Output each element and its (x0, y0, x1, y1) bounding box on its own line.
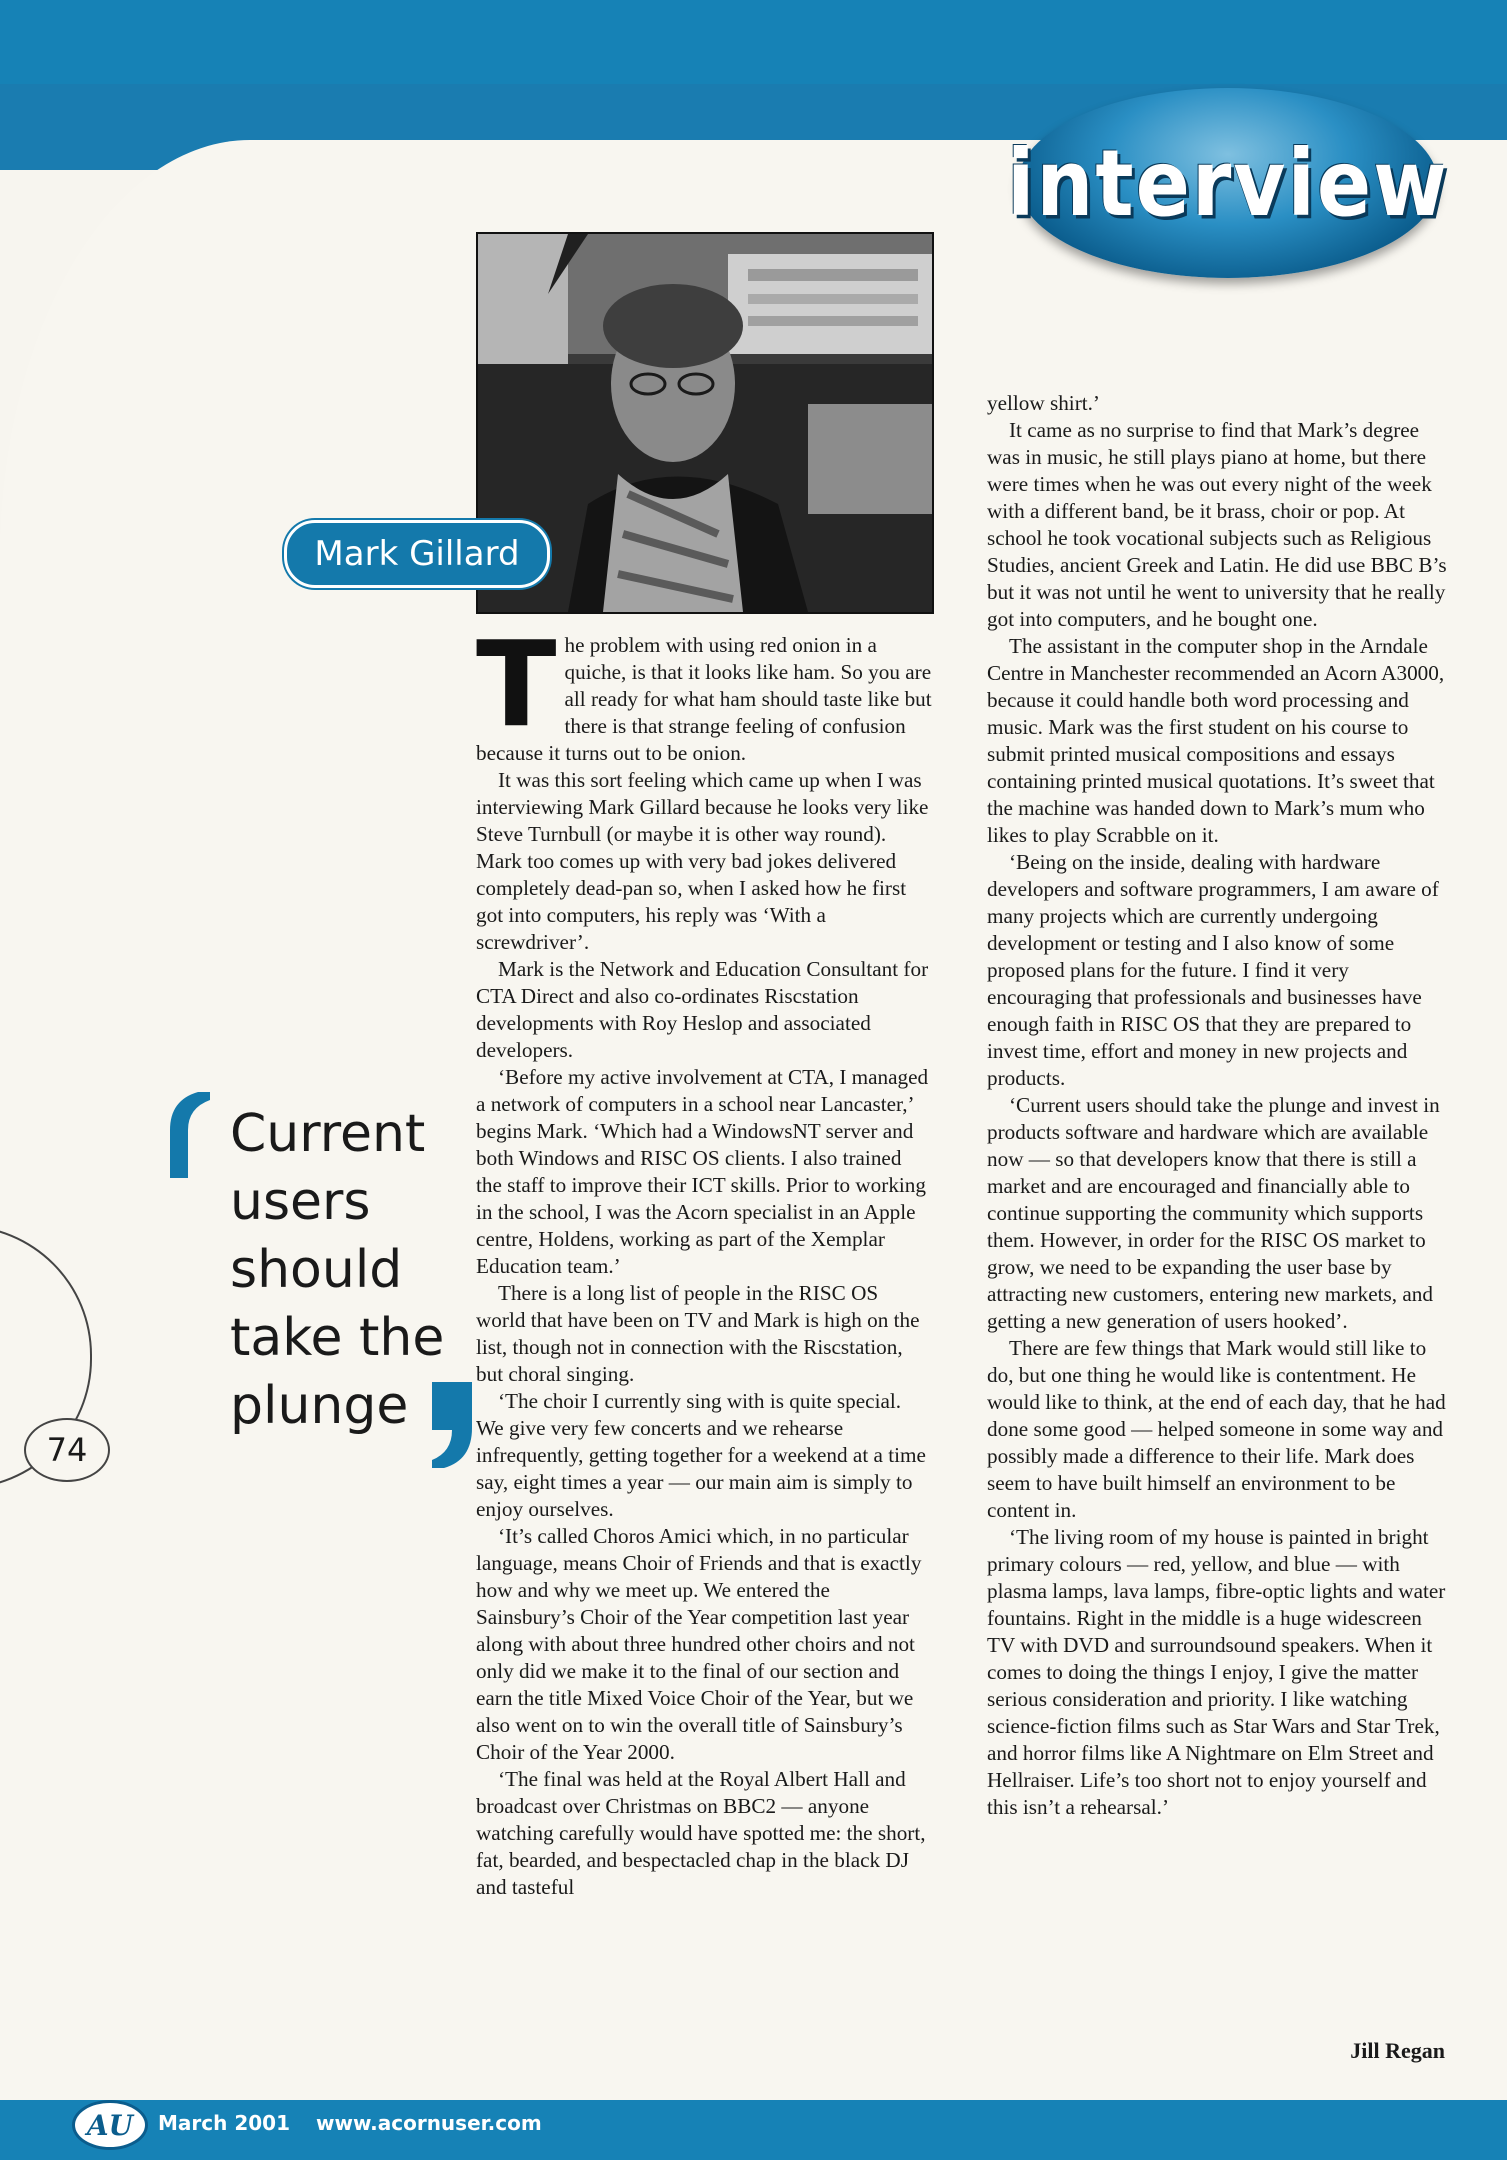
drop-cap: T (476, 615, 557, 753)
paragraph: The assistant in the computer shop in the Arndale Centre in Manchester recommended an Acorn A3000, because it could handle both word processing and music. Mark was the first student on his course to submit printed musical compositions and essays containing printed musical quotations. It’s sweet that the machine was handed down to Mark’s mum who likes to play Scrabble on it. (987, 634, 1445, 847)
photo-caption (284, 520, 550, 588)
paragraph: ‘Current users should take the plunge and invest in products software and hardware which are available now — so that developers know that there is still a market and are encouraged and financially able to continue supporting the community which supports them. However, in order for the RISC OS market to grow, we need to be expanding the user base by attracting new customers, entering new markets, and getting a new generation of users hooked’. (987, 1093, 1440, 1333)
paragraph: There are few things that Mark would still like to do, but one thing he would like is contentment. He would like to think, at the end of each day, that he had done some good — helped someone in some way and possibly made a difference to their life. Mark does seem to have built himself an environment to be content in. (987, 1336, 1446, 1522)
paragraph: It came as no surprise to find that Mark’s degree was in music, he still plays piano at home, but there were times when he was out every night of the week with a different band, be it brass, choir or pop. At school he took vocational subjects such as Religious Studies, ancient Greek and Latin. He did use BBC B’s but it was not until he went to university that he really got into computers, and he bought one. (987, 418, 1447, 631)
footer-logo: AU (72, 2100, 148, 2150)
paragraph: ‘The final was held at the Royal Albert Hall and broadcast over Christmas on BBC2 — anyone watching carefully would have spotted me: the short, fat, bearded, and bespectacled chap in the black DJ and tasteful (476, 1767, 926, 1899)
paragraph: ‘The living room of my house is painted in bright primary colours — red, yellow, and blue — with plasma lamps, lava lamps, fibre-optic lights and water fountains. Right in the middle is a huge widescreen TV with DVD and surroundsound speakers. When it comes to doing the things I enjoy, I give the matter serious consideration and priority. I like watching science-fiction films such as Star Wars and Star Trek, and horror films like A Nightmare on Elm Street and Hellraiser. Life’s too short not to enjoy yourself and this isn’t a rehearsal.’ (987, 1525, 1446, 1819)
paragraph: Mark is the Network and Education Consultant for CTA Direct and also co-ordinates Riscstation developments with Roy Heslop and associated developers. (476, 957, 929, 1062)
footer-info (158, 2108, 542, 2138)
footer-issue: March 2001 (158, 2111, 290, 2135)
paragraph: ‘Before my active involvement at CTA, I managed a network of computers in a school near Lancaster,’ begins Mark. ‘Which had a WindowsNT server and both Windows and RISC OS clients. I also trained the staff to improve their ICT skills. Prior to working in the school, I was the Acorn specialist in an Apple centre, Holdens, working as part of the Xemplar Education team.’ (476, 1065, 929, 1278)
footer-url[interactable]: www.acornuser.com (315, 2111, 542, 2135)
paragraph: ‘The choir I currently sing with is quite special. We give very few concerts and we rehearse infrequently, getting together for a weekend at a time say, eight times a year — our main aim is simply to enjoy ourselves. (476, 1389, 926, 1521)
pull-quote: Current users should take the plunge (230, 1104, 445, 1436)
article-column-1 (476, 615, 932, 1901)
paragraph: ‘It’s called Choros Amici which, in no particular language, means Choir of Friends and that is exactly how and why we meet up. We entered the Sainsbury’s Choir of the Year competition last year along with about three hundred other choirs and not only did we make it to the final of our section and earn the title Mixed Voice Choir of the Year, but we also went on to win the overall title of Sainsbury’s Choir of the Year 2000. (476, 1524, 922, 1764)
paragraph: ‘Being on the inside, dealing with hardware developers and software programmers, I am aware of many projects which are currently undergoing development or testing and I also know of some proposed plans for the future. I find it very encouraging that professionals and businesses have enough faith in RISC OS that they are prepared to invest time, effort and money in new projects and products. (987, 850, 1439, 1090)
section-title: interview (1006, 129, 1450, 237)
quote-open-icon (168, 1090, 212, 1180)
paragraph: he problem with using red onion in a quiche, is that it looks like ham. So you are all ready for what ham should taste like but there is that strange feeling of confusion because it turns out to be onion. (476, 633, 932, 765)
header-strip (0, 0, 1507, 84)
article-column-2 (987, 390, 1447, 1821)
page-number: 74 (24, 1418, 110, 1482)
paragraph: yellow shirt.’ (987, 391, 1100, 415)
paragraph: It was this sort feeling which came up when I was interviewing Mark Gillard because he looks very like Steve Turnbull (or maybe it is other way round). Mark too comes up with very bad jokes delivered completely dead-pan so, when I asked how he first got into computers, his reply was ‘With a screwdriver’. (476, 768, 929, 954)
quote-close-icon (428, 1380, 474, 1470)
photo-caption-name: Mark Gillard (314, 534, 520, 574)
byline: Jill Regan (1350, 2038, 1445, 2063)
paragraph: There is a long list of people in the RISC OS world that have been on TV and Mark is high on the list, though not in connection with the Riscstation, but choral singing. (476, 1281, 920, 1386)
section-logo (1006, 88, 1450, 278)
